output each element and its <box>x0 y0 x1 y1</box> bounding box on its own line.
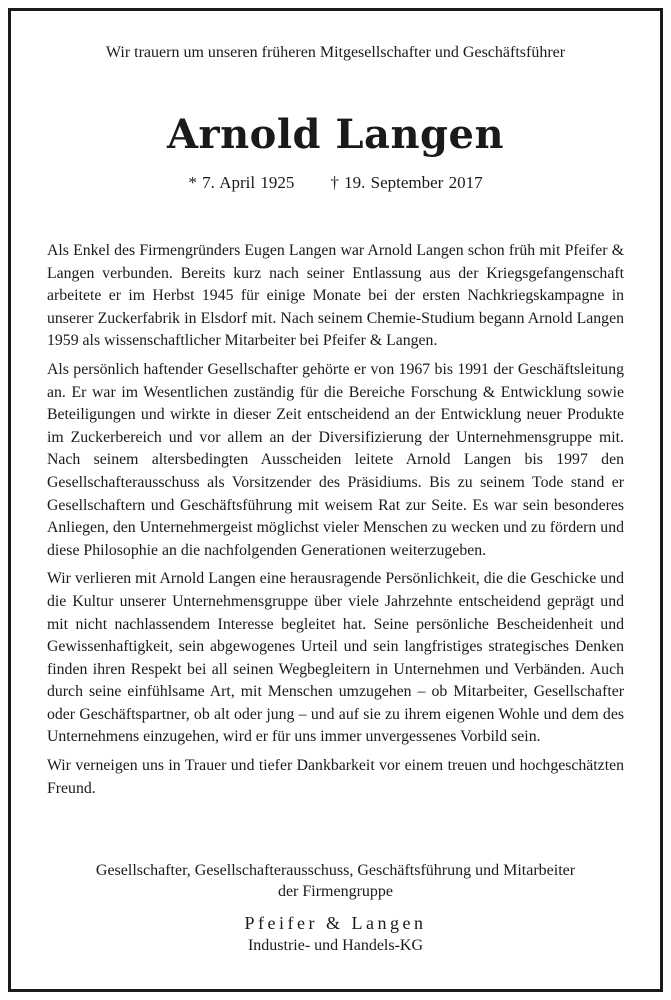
company-name: Pfeifer & Langen <box>244 913 427 933</box>
paragraph-career: Als persönlich haftender Gesellschafter gehörte er von 1967 bis 1991 der Geschäftsleitung an. Er war im Wesentlichen zuständig für die Bereiche Forschung & Entwicklung sowie Beteiligungen und wirkte in dieser Zeit entscheidend an der Entwicklung neuer Produkte im Zuckerbereich und vor allem an der Diversifizierung der Unternehmensgruppe mit. Nach seinem altersbedingten Ausscheiden leitete Arnold Langen bis 1997 den Gesellschafterausschuss als Vorsitzender des Präsidiums. Bis zu seinem Tode stand er Gesellschaftern und Geschäftsführung mit weisem Rat zur Seite. Es war sein besonderes Anliegen, den Unternehmergeist möglichst vieler Menschen zu wecken und zu fördern und diese Philosophie an die nachfolgenden Generationen weiterzugeben. <box>47 360 624 559</box>
signers-block <box>0 860 671 902</box>
company-legal-form: Industrie- und Handels-KG <box>247 937 424 954</box>
deceased-name: Arnold Langen <box>166 111 505 158</box>
obituary-body <box>47 240 624 806</box>
intro-line: Wir trauern um unseren früheren Mitgesellschafter und Geschäftsführer <box>105 44 566 61</box>
paragraph-biography: Als Enkel des Firmengründers Eugen Langen war Arnold Langen schon früh mit Pfeifer & Langen verbunden. Bereits kurz nach seiner Entlassung aus der Kriegsgefangenschaft arbeitete er im Herbst 1945 für einige Monate bei der ersten Nachkriegskampagne in unserer Zuckerfabrik in Elsdorf mit. Nach seinem Chemie-Studium begann Arnold Langen 1959 als wissenschaftlicher Mitarbeiter bei Pfeifer & Langen. <box>47 242 624 350</box>
paragraph-farewell: Wir verneigen uns in Trauer und tiefer Dankbarkeit vor einem treuen und hochgeschätzten Freund. <box>47 757 624 797</box>
signers-line-2: der Firmengruppe <box>277 883 394 900</box>
life-dates <box>0 172 671 194</box>
paragraph-tribute: Wir verlieren mit Arnold Langen eine herausragende Persönlichkeit, die die Geschicke und die Kultur unserer Unternehmensgruppe über viele Jahrzehnte entscheidend geprägt und mit nicht nachlassendem Interesse begleitet hat. Seine persönliche Bescheidenheit und Gewissenhaftigkeit, sein abgewogenes Urteil und sein langfristiges strategisches Denken finden ihren Respekt bei all seinen Wegbegleitern in Unternehmen und Verbänden. Auch durch seine einfühlsame Art, mit Menschen umzugehen – ob Mitarbeiter, Gesellschafter oder Geschäftspartner, ob alt oder jung – und auf sie zu ihrem eigenen Wohle und dem des Unternehmens einzugehen, wird er für uns immer unvergessenes Vorbild sein. <box>47 570 624 746</box>
death-date: † 19. September 2017 <box>330 173 483 192</box>
birth-date: * 7. April 1925 <box>188 173 295 192</box>
signers-line-1: Gesellschafter, Gesellschafterausschuss, Geschäftsführung und Mitarbeiter <box>95 862 576 879</box>
